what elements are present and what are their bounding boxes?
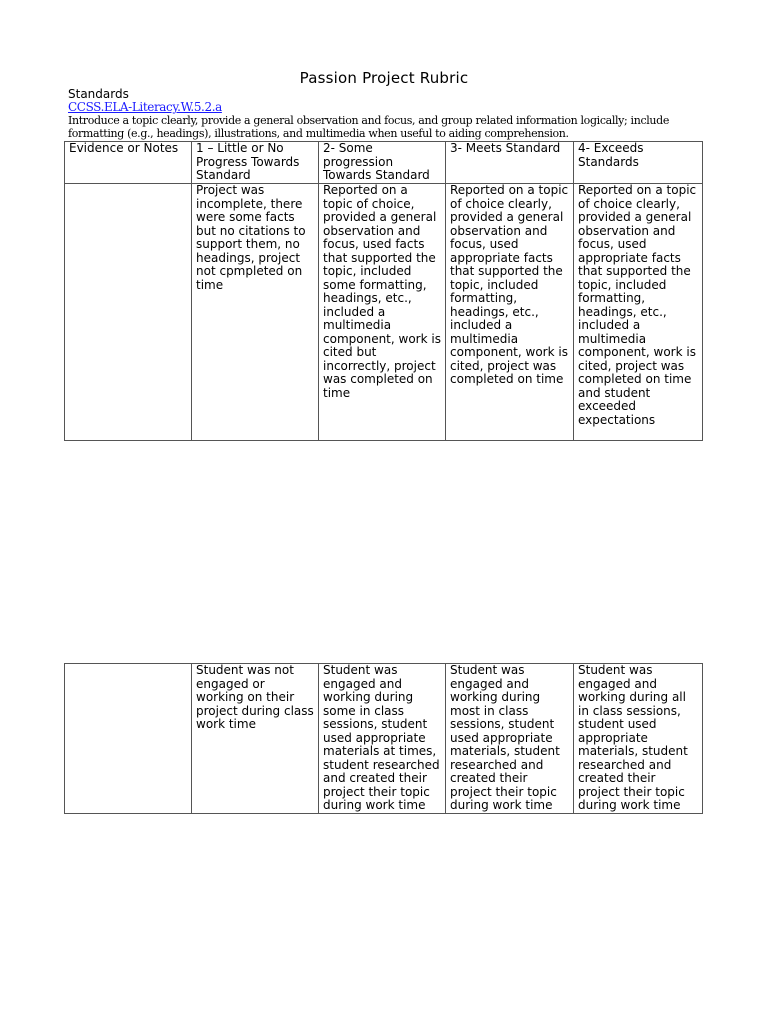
table-row: [65, 664, 703, 814]
evidence-notes-cell: [65, 664, 192, 814]
page-title: Passion Project Rubric: [299, 69, 469, 87]
standard-link[interactable]: CCSS.ELA-Literacy.W.5.2.a: [68, 100, 222, 114]
header-level-2: 2- Some progression Towards Standard: [319, 142, 446, 184]
level-1-cell: Project was incomplete, there were some facts but no citations to support them, no headings, project not cpmpleted on time: [192, 184, 319, 441]
level-3-cell: Student was engaged and working during most in class sessions, student used appropriate materials, student researched and created their project their topic during work time: [446, 664, 574, 814]
header-level-1: 1 – Little or No Progress Towards Standard: [192, 142, 319, 184]
standard-description: Introduce a topic clearly, provide a general observation and focus, and group related information logically; include formatting (e.g., headings), illustrations, and multimedia when useful to aiding comprehension.: [68, 114, 670, 140]
level-3-cell: Reported on a topic of choice clearly, provided a general observation and focus, used appropriate facts that supported the topic, included formatting, headings, etc., included a multimedia component, work is cited, project was completed on time: [446, 184, 574, 441]
level-2-cell: Student was engaged and working during some in class sessions, student used appropriate materials at times, student researched and created their project their topic during work time: [319, 664, 446, 814]
evidence-notes-cell: [65, 184, 192, 441]
header-level-3: 3- Meets Standard: [446, 142, 574, 184]
level-1-cell: Student was not engaged or working on their project during class work time: [192, 664, 319, 814]
level-2-cell: Reported on a topic of choice, provided a general observation and focus, used facts that supported the topic, included some formatting, headings, etc., included a multimedia component, work is cited but incorrectly, project was completed on time: [319, 184, 446, 441]
standards-label: Standards: [68, 87, 129, 101]
rubric-table-engagement: [64, 663, 703, 814]
level-4-cell: Reported on a topic of choice clearly, provided a general observation and focus, used appropriate facts that supported the topic, included formatting, headings, etc., included a multimedia component, work is cited, project was completed on time and student exceeded expectations: [574, 184, 703, 441]
table-header-row: [65, 142, 703, 184]
header-level-4: 4- Exceeds Standards: [574, 142, 703, 184]
level-4-cell: Student was engaged and working during all in class sessions, student used appropriate materials, student researched and created their project their topic during work time: [574, 664, 703, 814]
header-evidence-notes: Evidence or Notes: [65, 142, 192, 184]
table-row: [65, 184, 703, 441]
rubric-table-product: [64, 141, 703, 441]
